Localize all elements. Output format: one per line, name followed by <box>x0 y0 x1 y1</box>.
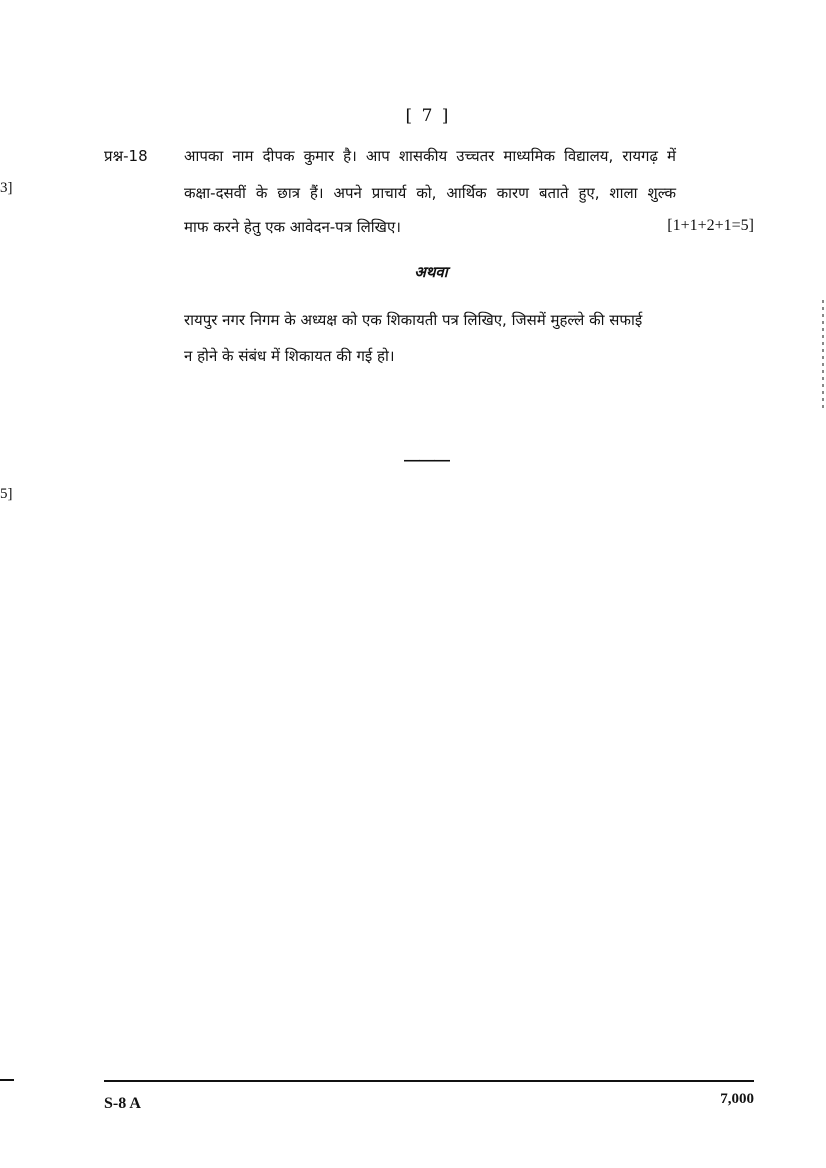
right-edge-binding <box>822 300 824 410</box>
end-mark: ——— <box>404 452 449 469</box>
page-number: [ 7 ] <box>405 106 451 126</box>
edge-mark-top: 3] <box>0 180 13 196</box>
alternative-line-2: न होने के संबंध में शिकायत की गई हो। <box>184 347 395 365</box>
footer-count: 7,000 <box>720 1091 754 1107</box>
question-line-1: आपका नाम दीपक कुमार है। आप शासकीय उच्चतर माध्यमिक विद्यालय, रायगढ़ में <box>184 147 676 165</box>
question-label: प्रश्न-18 <box>104 147 148 165</box>
alternative-line-1: रायपुर नगर निगम के अध्यक्ष को एक शिकायती पत्र लिखिए, जिसमें मुहल्ले की सफाई <box>184 311 643 329</box>
question-line-2: कक्षा-दसवीं के छात्र हैं। अपने प्राचार्य को, आर्थिक कारण बताते हुए, शाला शुल्क <box>184 184 676 202</box>
question-line-3: माफ करने हेतु एक आवेदन-पत्र लिखिए। <box>184 218 401 236</box>
question-marks: [1+1+2+1=5] <box>667 217 754 234</box>
footer-rule <box>104 1080 754 1082</box>
footer-code: S-8 A <box>104 1095 141 1112</box>
edge-mark-bottom: 5] <box>0 486 13 502</box>
or-label: अथवा <box>414 263 448 281</box>
left-stub-rule <box>0 1079 14 1081</box>
